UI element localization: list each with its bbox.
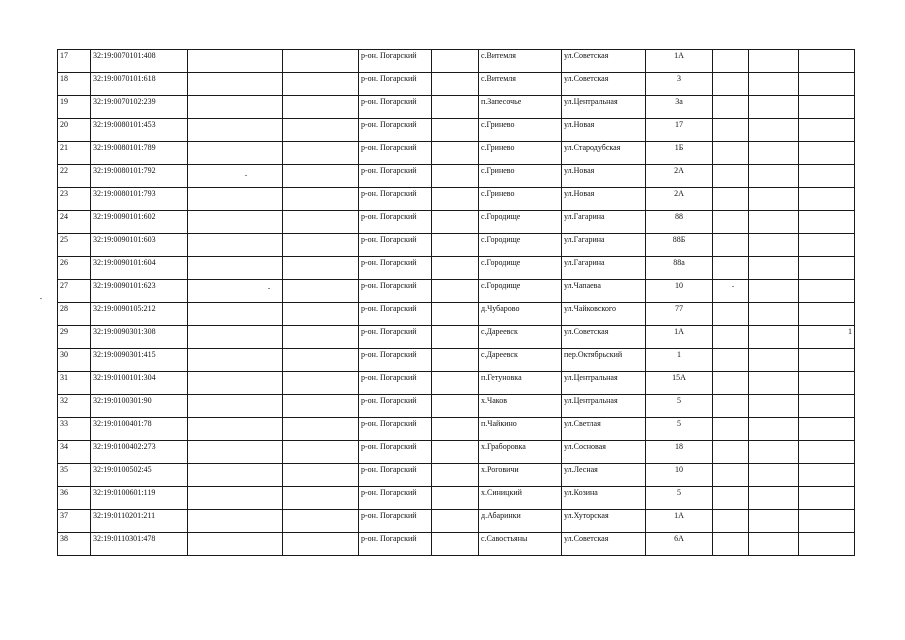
empty-cell bbox=[188, 510, 283, 533]
house-number-cell: 10 bbox=[646, 280, 713, 303]
row-number-cell: 29 bbox=[58, 326, 91, 349]
street-cell: ул.Стародубская bbox=[562, 142, 646, 165]
district-cell: р-он. Погарский bbox=[359, 165, 432, 188]
table-row bbox=[58, 50, 855, 73]
empty-cell bbox=[188, 73, 283, 96]
empty-cell bbox=[188, 349, 283, 372]
table-row bbox=[58, 234, 855, 257]
house-number-cell: 15А bbox=[646, 372, 713, 395]
cadastral-number-cell: 32:19:0070101:618 bbox=[91, 73, 188, 96]
empty-cell bbox=[188, 487, 283, 510]
empty-cell bbox=[283, 533, 359, 556]
table-row bbox=[58, 73, 855, 96]
empty-cell bbox=[432, 533, 479, 556]
empty-cell bbox=[713, 533, 749, 556]
table-row bbox=[58, 165, 855, 188]
registry-rows bbox=[58, 50, 855, 556]
empty-cell bbox=[432, 441, 479, 464]
empty-cell bbox=[749, 464, 799, 487]
empty-cell bbox=[283, 188, 359, 211]
empty-cell bbox=[432, 257, 479, 280]
empty-cell bbox=[713, 119, 749, 142]
house-number-cell: 1Б bbox=[646, 142, 713, 165]
note-cell bbox=[799, 211, 855, 234]
empty-cell bbox=[713, 510, 749, 533]
note-cell bbox=[799, 510, 855, 533]
row-number-cell: 36 bbox=[58, 487, 91, 510]
table-row bbox=[58, 418, 855, 441]
street-cell: ул.Чапаева bbox=[562, 280, 646, 303]
table-row bbox=[58, 441, 855, 464]
empty-cell bbox=[188, 142, 283, 165]
cadastral-number-cell: 32:19:0080101:793 bbox=[91, 188, 188, 211]
empty-cell bbox=[432, 280, 479, 303]
district-cell: р-он. Погарский bbox=[359, 211, 432, 234]
row-number-cell: 35 bbox=[58, 464, 91, 487]
district-cell: р-он. Погарский bbox=[359, 234, 432, 257]
empty-cell bbox=[713, 326, 749, 349]
cadastral-number-cell: 32:19:0090101:602 bbox=[91, 211, 188, 234]
house-number-cell: 5 bbox=[646, 418, 713, 441]
empty-cell bbox=[713, 372, 749, 395]
house-number-cell: 3 bbox=[646, 73, 713, 96]
house-number-cell: 17 bbox=[646, 119, 713, 142]
note-cell bbox=[799, 464, 855, 487]
empty-cell bbox=[749, 303, 799, 326]
street-cell: ул.Гагарина bbox=[562, 234, 646, 257]
table-row bbox=[58, 326, 855, 349]
note-cell bbox=[799, 142, 855, 165]
note-cell bbox=[799, 73, 855, 96]
cadastral-number-cell: 32:19:0070102:239 bbox=[91, 96, 188, 119]
table-row bbox=[58, 142, 855, 165]
cadastral-number-cell: 32:19:0100502:45 bbox=[91, 464, 188, 487]
empty-cell bbox=[283, 234, 359, 257]
empty-cell bbox=[283, 257, 359, 280]
empty-cell bbox=[432, 303, 479, 326]
district-cell: р-он. Погарский bbox=[359, 280, 432, 303]
empty-cell bbox=[713, 464, 749, 487]
scan-speck bbox=[732, 286, 734, 287]
empty-cell bbox=[713, 188, 749, 211]
district-cell: р-он. Погарский bbox=[359, 441, 432, 464]
empty-cell bbox=[188, 165, 283, 188]
district-cell: р-он. Погарский bbox=[359, 395, 432, 418]
street-cell: ул.Хуторская bbox=[562, 510, 646, 533]
empty-cell bbox=[432, 165, 479, 188]
empty-cell bbox=[188, 119, 283, 142]
note-cell bbox=[799, 395, 855, 418]
empty-cell bbox=[749, 280, 799, 303]
district-cell: р-он. Погарский bbox=[359, 96, 432, 119]
table-row bbox=[58, 464, 855, 487]
street-cell: ул.Центральная bbox=[562, 372, 646, 395]
cadastral-number-cell: 32:19:0100301:90 bbox=[91, 395, 188, 418]
empty-cell bbox=[713, 395, 749, 418]
row-number-cell: 26 bbox=[58, 257, 91, 280]
row-number-cell: 31 bbox=[58, 372, 91, 395]
cadastral-number-cell: 32:19:0090101:604 bbox=[91, 257, 188, 280]
row-number-cell: 28 bbox=[58, 303, 91, 326]
row-number-cell: 17 bbox=[58, 50, 91, 73]
note-cell bbox=[799, 487, 855, 510]
settlement-cell: п.Чайкино bbox=[479, 418, 562, 441]
settlement-cell: с.Савостьяны bbox=[479, 533, 562, 556]
street-cell: ул.Новая bbox=[562, 119, 646, 142]
empty-cell bbox=[188, 372, 283, 395]
note-cell bbox=[799, 188, 855, 211]
empty-cell bbox=[749, 211, 799, 234]
settlement-cell: х.Синицкий bbox=[479, 487, 562, 510]
empty-cell bbox=[713, 303, 749, 326]
note-cell bbox=[799, 349, 855, 372]
empty-cell bbox=[188, 211, 283, 234]
settlement-cell: с.Дареевск bbox=[479, 349, 562, 372]
empty-cell bbox=[749, 142, 799, 165]
note-cell bbox=[799, 50, 855, 73]
cadastral-number-cell: 32:19:0100402:273 bbox=[91, 441, 188, 464]
empty-cell bbox=[188, 326, 283, 349]
empty-cell bbox=[749, 441, 799, 464]
empty-cell bbox=[713, 142, 749, 165]
house-number-cell: 1 bbox=[646, 349, 713, 372]
empty-cell bbox=[432, 188, 479, 211]
house-number-cell: 77 bbox=[646, 303, 713, 326]
empty-cell bbox=[188, 464, 283, 487]
district-cell: р-он. Погарский bbox=[359, 349, 432, 372]
row-number-cell: 21 bbox=[58, 142, 91, 165]
district-cell: р-он. Погарский bbox=[359, 372, 432, 395]
house-number-cell: 88 bbox=[646, 211, 713, 234]
row-number-cell: 27 bbox=[58, 280, 91, 303]
scan-speck bbox=[268, 288, 270, 289]
empty-cell bbox=[749, 73, 799, 96]
street-cell: ул.Советская bbox=[562, 73, 646, 96]
empty-cell bbox=[713, 441, 749, 464]
empty-cell bbox=[283, 73, 359, 96]
house-number-cell: 1А bbox=[646, 326, 713, 349]
street-cell: ул.Сосновая bbox=[562, 441, 646, 464]
cadastral-number-cell: 32:19:0080101:453 bbox=[91, 119, 188, 142]
empty-cell bbox=[188, 188, 283, 211]
empty-cell bbox=[188, 234, 283, 257]
empty-cell bbox=[749, 326, 799, 349]
row-number-cell: 38 bbox=[58, 533, 91, 556]
settlement-cell: с.Дареевск bbox=[479, 326, 562, 349]
empty-cell bbox=[713, 50, 749, 73]
cadastral-number-cell: 32:19:0110301:478 bbox=[91, 533, 188, 556]
district-cell: р-он. Погарский bbox=[359, 533, 432, 556]
empty-cell bbox=[432, 464, 479, 487]
scan-speck bbox=[245, 175, 247, 176]
empty-cell bbox=[283, 280, 359, 303]
table-row bbox=[58, 533, 855, 556]
note-cell bbox=[799, 165, 855, 188]
empty-cell bbox=[283, 50, 359, 73]
cadastral-number-cell: 32:19:0080101:789 bbox=[91, 142, 188, 165]
settlement-cell: с.Городище bbox=[479, 280, 562, 303]
property-registry-table bbox=[57, 49, 855, 556]
row-number-cell: 30 bbox=[58, 349, 91, 372]
house-number-cell: 10 bbox=[646, 464, 713, 487]
settlement-cell: с.Городище bbox=[479, 234, 562, 257]
settlement-cell: с.Городище bbox=[479, 211, 562, 234]
street-cell: ул.Козина bbox=[562, 487, 646, 510]
row-number-cell: 23 bbox=[58, 188, 91, 211]
note-cell bbox=[799, 234, 855, 257]
row-number-cell: 33 bbox=[58, 418, 91, 441]
row-number-cell: 32 bbox=[58, 395, 91, 418]
settlement-cell: п.Запесочье bbox=[479, 96, 562, 119]
note-cell bbox=[799, 533, 855, 556]
district-cell: р-он. Погарский bbox=[359, 510, 432, 533]
empty-cell bbox=[713, 211, 749, 234]
street-cell: ул.Центральная bbox=[562, 96, 646, 119]
street-cell: ул.Советская bbox=[562, 50, 646, 73]
empty-cell bbox=[749, 533, 799, 556]
empty-cell bbox=[432, 326, 479, 349]
settlement-cell: х.Роговичи bbox=[479, 464, 562, 487]
empty-cell bbox=[283, 418, 359, 441]
street-cell: ул.Гагарина bbox=[562, 211, 646, 234]
cadastral-number-cell: 32:19:0090105:212 bbox=[91, 303, 188, 326]
empty-cell bbox=[432, 73, 479, 96]
settlement-cell: д.Чубарово bbox=[479, 303, 562, 326]
note-cell bbox=[799, 119, 855, 142]
empty-cell bbox=[749, 395, 799, 418]
district-cell: р-он. Погарский bbox=[359, 73, 432, 96]
house-number-cell: 6А bbox=[646, 533, 713, 556]
empty-cell bbox=[283, 142, 359, 165]
empty-cell bbox=[283, 96, 359, 119]
empty-cell bbox=[713, 418, 749, 441]
district-cell: р-он. Погарский bbox=[359, 303, 432, 326]
settlement-cell: с.Гринево bbox=[479, 188, 562, 211]
empty-cell bbox=[713, 73, 749, 96]
cadastral-number-cell: 32:19:0110201:211 bbox=[91, 510, 188, 533]
street-cell: пер.Октябрьский bbox=[562, 349, 646, 372]
empty-cell bbox=[749, 96, 799, 119]
empty-cell bbox=[188, 303, 283, 326]
cadastral-number-cell: 32:19:0090101:603 bbox=[91, 234, 188, 257]
table-row bbox=[58, 211, 855, 234]
row-number-cell: 22 bbox=[58, 165, 91, 188]
empty-cell bbox=[432, 119, 479, 142]
empty-cell bbox=[749, 188, 799, 211]
street-cell: ул.Гагарина bbox=[562, 257, 646, 280]
empty-cell bbox=[749, 487, 799, 510]
empty-cell bbox=[432, 211, 479, 234]
house-number-cell: 2А bbox=[646, 188, 713, 211]
empty-cell bbox=[283, 372, 359, 395]
street-cell: ул.Светлая bbox=[562, 418, 646, 441]
street-cell: ул.Новая bbox=[562, 165, 646, 188]
empty-cell bbox=[749, 50, 799, 73]
empty-cell bbox=[283, 165, 359, 188]
empty-cell bbox=[432, 50, 479, 73]
note-cell bbox=[799, 303, 855, 326]
empty-cell bbox=[188, 280, 283, 303]
table-row bbox=[58, 487, 855, 510]
house-number-cell: 5 bbox=[646, 487, 713, 510]
note-cell bbox=[799, 280, 855, 303]
empty-cell bbox=[432, 234, 479, 257]
table-row bbox=[58, 303, 855, 326]
house-number-cell: 88а bbox=[646, 257, 713, 280]
table-row bbox=[58, 395, 855, 418]
district-cell: р-он. Погарский bbox=[359, 257, 432, 280]
note-cell bbox=[799, 96, 855, 119]
row-number-cell: 20 bbox=[58, 119, 91, 142]
house-number-cell: 5 bbox=[646, 395, 713, 418]
empty-cell bbox=[188, 96, 283, 119]
table-row bbox=[58, 280, 855, 303]
empty-cell bbox=[749, 372, 799, 395]
empty-cell bbox=[749, 349, 799, 372]
empty-cell bbox=[432, 96, 479, 119]
house-number-cell: 1А bbox=[646, 510, 713, 533]
cadastral-number-cell: 32:19:0090101:623 bbox=[91, 280, 188, 303]
empty-cell bbox=[749, 165, 799, 188]
house-number-cell: 2А bbox=[646, 165, 713, 188]
table-row bbox=[58, 510, 855, 533]
empty-cell bbox=[749, 234, 799, 257]
house-number-cell: 18 bbox=[646, 441, 713, 464]
cadastral-number-cell: 32:19:0100401:78 bbox=[91, 418, 188, 441]
empty-cell bbox=[749, 257, 799, 280]
empty-cell bbox=[432, 142, 479, 165]
street-cell: ул.Лесная bbox=[562, 464, 646, 487]
district-cell: р-он. Погарский bbox=[359, 464, 432, 487]
cadastral-number-cell: 32:19:0100101:304 bbox=[91, 372, 188, 395]
empty-cell bbox=[283, 349, 359, 372]
district-cell: р-он. Погарский bbox=[359, 119, 432, 142]
empty-cell bbox=[432, 372, 479, 395]
settlement-cell: с.Гринево bbox=[479, 165, 562, 188]
empty-cell bbox=[188, 441, 283, 464]
settlement-cell: д.Абаринки bbox=[479, 510, 562, 533]
empty-cell bbox=[432, 510, 479, 533]
empty-cell bbox=[432, 349, 479, 372]
empty-cell bbox=[283, 119, 359, 142]
empty-cell bbox=[283, 464, 359, 487]
empty-cell bbox=[283, 510, 359, 533]
settlement-cell: с.Гринево bbox=[479, 119, 562, 142]
settlement-cell: х.Чаков bbox=[479, 395, 562, 418]
settlement-cell: с.Гринево bbox=[479, 142, 562, 165]
note-cell bbox=[799, 441, 855, 464]
settlement-cell: с.Витемля bbox=[479, 50, 562, 73]
empty-cell bbox=[713, 487, 749, 510]
table-row bbox=[58, 119, 855, 142]
empty-cell bbox=[283, 303, 359, 326]
street-cell: ул.Центральная bbox=[562, 395, 646, 418]
cadastral-number-cell: 32:19:0090301:308 bbox=[91, 326, 188, 349]
empty-cell bbox=[283, 441, 359, 464]
table-row bbox=[58, 257, 855, 280]
empty-cell bbox=[188, 533, 283, 556]
empty-cell bbox=[283, 395, 359, 418]
empty-cell bbox=[713, 165, 749, 188]
note-cell: 1 bbox=[799, 326, 855, 349]
empty-cell bbox=[713, 280, 749, 303]
house-number-cell: 1А bbox=[646, 50, 713, 73]
table-row bbox=[58, 188, 855, 211]
table-row bbox=[58, 372, 855, 395]
note-cell bbox=[799, 418, 855, 441]
row-number-cell: 18 bbox=[58, 73, 91, 96]
street-cell: ул.Советская bbox=[562, 533, 646, 556]
district-cell: р-он. Погарский bbox=[359, 50, 432, 73]
row-number-cell: 37 bbox=[58, 510, 91, 533]
house-number-cell: 3а bbox=[646, 96, 713, 119]
row-number-cell: 25 bbox=[58, 234, 91, 257]
empty-cell bbox=[713, 234, 749, 257]
scan-speck bbox=[40, 298, 42, 299]
district-cell: р-он. Погарский bbox=[359, 487, 432, 510]
empty-cell bbox=[432, 487, 479, 510]
note-cell bbox=[799, 257, 855, 280]
district-cell: р-он. Погарский bbox=[359, 418, 432, 441]
empty-cell bbox=[188, 50, 283, 73]
cadastral-number-cell: 32:19:0070101:408 bbox=[91, 50, 188, 73]
empty-cell bbox=[432, 395, 479, 418]
empty-cell bbox=[283, 487, 359, 510]
row-number-cell: 24 bbox=[58, 211, 91, 234]
cadastral-number-cell: 32:19:0090301:415 bbox=[91, 349, 188, 372]
empty-cell bbox=[188, 257, 283, 280]
row-number-cell: 34 bbox=[58, 441, 91, 464]
empty-cell bbox=[283, 211, 359, 234]
empty-cell bbox=[188, 395, 283, 418]
empty-cell bbox=[432, 418, 479, 441]
empty-cell bbox=[713, 257, 749, 280]
empty-cell bbox=[749, 418, 799, 441]
note-cell bbox=[799, 372, 855, 395]
settlement-cell: с.Городище bbox=[479, 257, 562, 280]
empty-cell bbox=[713, 96, 749, 119]
settlement-cell: п.Гетуновка bbox=[479, 372, 562, 395]
cadastral-number-cell: 32:19:0080101:792 bbox=[91, 165, 188, 188]
table-row bbox=[58, 96, 855, 119]
empty-cell bbox=[283, 326, 359, 349]
empty-cell bbox=[749, 119, 799, 142]
table-row bbox=[58, 349, 855, 372]
empty-cell bbox=[188, 418, 283, 441]
street-cell: ул.Новая bbox=[562, 188, 646, 211]
settlement-cell: с.Витемля bbox=[479, 73, 562, 96]
row-number-cell: 19 bbox=[58, 96, 91, 119]
empty-cell bbox=[749, 510, 799, 533]
street-cell: ул.Чайковского bbox=[562, 303, 646, 326]
street-cell: ул.Советская bbox=[562, 326, 646, 349]
empty-cell bbox=[713, 349, 749, 372]
district-cell: р-он. Погарский bbox=[359, 142, 432, 165]
house-number-cell: 88Б bbox=[646, 234, 713, 257]
settlement-cell: х.Граборовка bbox=[479, 441, 562, 464]
district-cell: р-он. Погарский bbox=[359, 188, 432, 211]
district-cell: р-он. Погарский bbox=[359, 326, 432, 349]
cadastral-number-cell: 32:19:0100601:119 bbox=[91, 487, 188, 510]
